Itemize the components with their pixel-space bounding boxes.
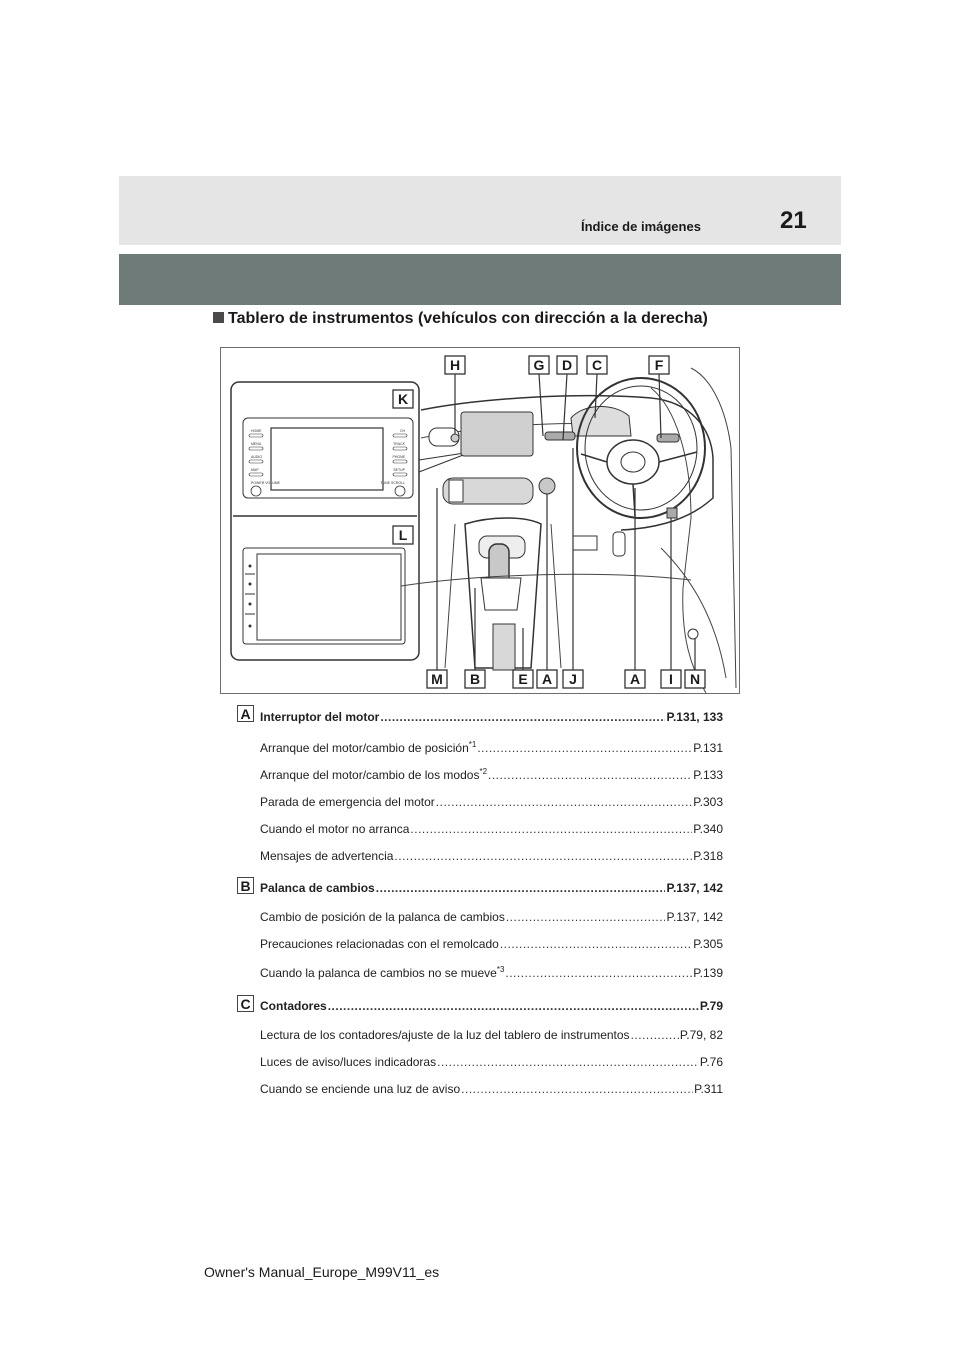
page-reference: P.303 <box>693 795 723 809</box>
screen-button <box>249 473 263 476</box>
entry-label-text: Mensajes de advertencia <box>260 849 394 863</box>
entry-label <box>260 767 487 782</box>
callout-labels <box>393 356 705 688</box>
index-main-entry[interactable] <box>260 710 723 724</box>
index-sub-entry[interactable] <box>260 1082 723 1096</box>
index-main-entry[interactable] <box>260 881 723 895</box>
callout-letter: G <box>533 357 545 373</box>
leader-dots <box>506 910 666 924</box>
screen-button <box>393 473 407 476</box>
page-reference: P.79, 82 <box>679 1028 723 1042</box>
knob-icon <box>395 486 405 496</box>
group-badge: A <box>237 705 254 722</box>
entry-label <box>260 822 409 836</box>
entry-label <box>260 937 499 951</box>
page-reference: P.340 <box>693 822 723 836</box>
screen-button-label: PHONE <box>392 455 405 459</box>
leader-dots <box>410 822 692 836</box>
callout-letter: N <box>689 671 701 687</box>
callout-letter: J <box>569 671 577 687</box>
callout-letter: A <box>541 671 553 687</box>
engine-switch <box>539 478 555 494</box>
screen-button-label: TRACK <box>393 442 405 446</box>
entry-label <box>260 849 393 863</box>
page-reference: P.137, 142 <box>666 910 723 924</box>
screen-button <box>393 460 407 463</box>
leader-dots <box>505 966 692 980</box>
leader-line <box>539 374 543 436</box>
footnote-marker: *3 <box>496 965 505 974</box>
entry-label <box>260 740 476 755</box>
callout-bottom <box>427 670 447 688</box>
index-sub-entry[interactable] <box>260 740 723 755</box>
entry-label <box>260 910 505 924</box>
leader-dots <box>500 937 692 951</box>
screen-button-label: SETUP <box>393 468 405 472</box>
screen-button-label: CH <box>399 429 405 433</box>
entry-label-text: Arranque del motor/cambio de los modos <box>260 768 480 782</box>
callout-letter: E <box>518 671 528 687</box>
screen-button-label: AUDIO <box>251 455 263 459</box>
index-sub-entry[interactable] <box>260 795 723 809</box>
page-reference: P.311 <box>694 1082 723 1096</box>
header-band <box>119 176 841 245</box>
section-heading-text: Tablero de instrumentos (vehículos con dirección a la derecha) <box>228 310 708 327</box>
knob-icon <box>251 486 261 496</box>
callout-bottom <box>537 670 557 688</box>
callout-top <box>649 356 669 374</box>
index-sub-entry[interactable] <box>260 965 723 980</box>
callout-letter: F <box>654 357 664 373</box>
callout-letter: H <box>449 357 461 373</box>
entry-label-text: Luces de aviso/luces indicadoras <box>260 1055 437 1069</box>
group-badge: C <box>237 995 254 1012</box>
callout-bottom <box>661 670 681 688</box>
callout-inset <box>393 526 413 544</box>
center-display <box>461 412 533 456</box>
entry-label <box>260 795 435 809</box>
leader-dots <box>436 795 692 809</box>
page-reference: P.76 <box>699 1055 723 1069</box>
instrument-cluster <box>571 406 631 436</box>
index-sub-entry[interactable] <box>260 910 723 924</box>
callout-letter: B <box>469 671 481 687</box>
entry-label-text: Lectura de los contadores/ajuste de la luz del tablero de instrumentos <box>260 1028 630 1042</box>
entry-label-text: Cuando el motor no arranca <box>260 822 410 836</box>
section-band <box>119 254 841 305</box>
entry-label <box>260 1028 630 1042</box>
index-sub-entry[interactable] <box>260 937 723 951</box>
leader-dots <box>394 849 692 863</box>
callout-letter: C <box>591 357 603 373</box>
callout-bottom <box>685 670 705 688</box>
group-badge: B <box>237 877 254 894</box>
leader-dots <box>437 1055 699 1069</box>
entry-label <box>260 965 504 980</box>
leader-dots <box>488 768 692 782</box>
screen-button-label: TUNE SCROLL <box>380 481 405 485</box>
entry-label: Contadores <box>260 999 327 1013</box>
callout-letter: M <box>431 671 443 687</box>
entry-label: Palanca de cambios <box>260 881 375 895</box>
callout-letter: A <box>629 671 641 687</box>
page-reference: P.139 <box>693 966 723 980</box>
callout-bottom <box>513 670 533 688</box>
callout-inset <box>393 390 413 408</box>
screen-button <box>249 447 263 450</box>
leader-line <box>563 374 567 440</box>
entry-label-text: Parada de emergencia del motor <box>260 795 435 809</box>
leader-line <box>659 374 661 438</box>
page-number: 21 <box>780 207 807 234</box>
callout-top <box>557 356 577 374</box>
section-heading <box>213 310 708 328</box>
page-reference: P.133 <box>693 768 723 782</box>
footnote-marker: *2 <box>479 767 488 776</box>
page-reference: P.137, 142 <box>666 881 723 895</box>
screen-button <box>249 460 263 463</box>
square-bullet-icon <box>213 312 224 323</box>
page-reference: P.131, 133 <box>666 710 723 724</box>
callout-top <box>529 356 549 374</box>
entry-label <box>260 1055 436 1069</box>
screen-button-label: MENU <box>251 442 262 446</box>
index-sub-entry[interactable] <box>260 849 723 863</box>
callout-top <box>587 356 607 374</box>
leader-dots <box>376 881 666 895</box>
callout-letter: L <box>398 527 408 543</box>
page-reference: P.305 <box>693 937 723 951</box>
page-reference: P.131 <box>693 741 723 755</box>
callout-letter: D <box>561 357 573 373</box>
entry-label-text: Cuando la palanca de cambios no se mueve <box>260 966 497 980</box>
entry-label-text: Precauciones relacionadas con el remolcado <box>260 937 499 951</box>
entry-label-text: Cambio de posición de la palanca de cambios <box>260 910 505 924</box>
screen-button <box>393 434 407 437</box>
footer-text: Owner's Manual_Europe_M99V11_es <box>204 1264 440 1280</box>
entry-label: Interruptor del motor <box>260 710 380 724</box>
index-sub-entry[interactable] <box>260 822 723 836</box>
audio-unit-screen <box>271 428 383 490</box>
index-main-entry[interactable] <box>260 999 723 1013</box>
screen-button <box>393 447 407 450</box>
index-sub-entry[interactable] <box>260 767 723 782</box>
chapter-title: Índice de imágenes <box>581 219 701 234</box>
leader-dots <box>477 741 692 755</box>
dashboard-illustration <box>221 348 740 694</box>
leader-dots <box>461 1082 693 1096</box>
page-reference: P.318 <box>693 849 723 863</box>
screen-button-label: POWER VOLUME <box>251 481 280 485</box>
dashboard-figure <box>220 347 740 694</box>
leader-dots <box>631 1028 679 1042</box>
entry-label-text: Arranque del motor/cambio de posición <box>260 741 469 755</box>
screen-button <box>249 434 263 437</box>
index-sub-entry[interactable] <box>260 1028 723 1042</box>
screen-button-label: HOME <box>251 429 262 433</box>
footnote-marker: *1 <box>468 740 477 749</box>
page-reference: P.79 <box>699 999 723 1013</box>
display-unit-screen <box>257 554 401 640</box>
callout-bottom <box>625 670 645 688</box>
entry-label <box>260 1082 460 1096</box>
leader-dots <box>380 710 665 724</box>
screen-button-label: MAP <box>251 468 259 472</box>
callout-letter: K <box>397 391 409 407</box>
index-sub-entry[interactable] <box>260 1055 723 1069</box>
callout-letter: I <box>669 671 673 687</box>
leader-dots <box>328 999 699 1013</box>
callout-bottom <box>465 670 485 688</box>
callout-top <box>445 356 465 374</box>
callout-bottom <box>563 670 583 688</box>
entry-label-text: Cuando se enciende una luz de aviso <box>260 1082 461 1096</box>
